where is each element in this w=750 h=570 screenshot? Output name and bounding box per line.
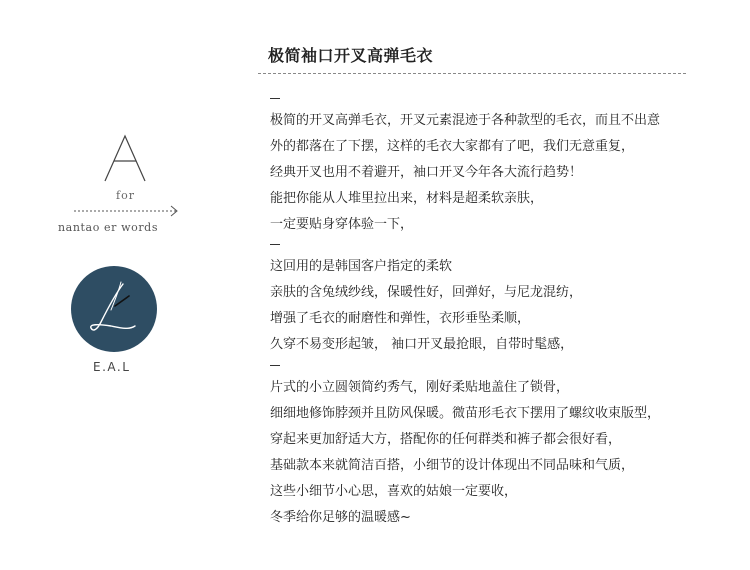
text-line: 能把你能从人堆里拉出来，材料是超柔软亲肤， bbox=[270, 191, 544, 206]
section-mark bbox=[270, 244, 280, 245]
text-line: 亲肤的含兔绒纱线，保暖性好，回弹好，与尼龙混纺， bbox=[270, 285, 583, 300]
article-section-2 bbox=[270, 244, 582, 358]
text-line: 冬季给你足够的温暖感~ bbox=[270, 510, 411, 525]
section-mark bbox=[270, 365, 280, 366]
letter-a-mark bbox=[103, 134, 147, 182]
article-title: 极简袖口开叉高弹毛衣 bbox=[268, 46, 434, 65]
text-line: 一定要贴身穿体验一下， bbox=[270, 217, 414, 232]
text-line: 基础款本来就简洁百搭，小细节的设计体现出不同品味和气质， bbox=[270, 458, 635, 473]
text-line: 穿起来更加舒适大方，搭配你的任何群类和裤子都会很好看， bbox=[270, 432, 622, 447]
section-mark bbox=[270, 98, 280, 99]
text-line: 增强了毛衣的耐磨性和弹性，衣形垂坠柔顺， bbox=[270, 311, 531, 326]
text-line: 细细地修饰脖颈并且防风保暖。微苗形毛衣下摆用了螺纹收束版型， bbox=[270, 406, 661, 421]
text-line: 外的都落在了下摆，这样的毛衣大家都有了吧，我们无意重复， bbox=[270, 139, 635, 154]
text-line: 这回用的是韩国客户指定的柔软 bbox=[270, 259, 453, 274]
text-line: 这些小细节小心思，喜欢的姑娘一定要收， bbox=[270, 484, 518, 499]
eal-logo bbox=[71, 266, 157, 352]
article-section-1 bbox=[270, 98, 660, 238]
article-section-3 bbox=[270, 365, 660, 531]
tagline: nantao er words bbox=[58, 221, 159, 234]
for-label: for bbox=[116, 189, 135, 202]
text-line: 片式的小立圆领简约秀气，刚好柔贴地盖住了锁骨， bbox=[270, 380, 570, 395]
title-divider bbox=[258, 73, 686, 74]
text-line: 久穿不易变形起皱， 袖口开叉最抢眼，自带时髦感， bbox=[270, 337, 574, 352]
text-line: 极简的开叉高弹毛衣，开叉元素混迹于各种款型的毛衣，而且不出意 bbox=[270, 113, 661, 128]
text-line: 经典开叉也用不着避开，袖口开叉今年各大流行趋势！ bbox=[270, 165, 583, 180]
arrow-right-icon bbox=[74, 205, 180, 217]
logo-caption: E.A.L bbox=[93, 360, 131, 374]
brand-panel bbox=[0, 0, 240, 570]
